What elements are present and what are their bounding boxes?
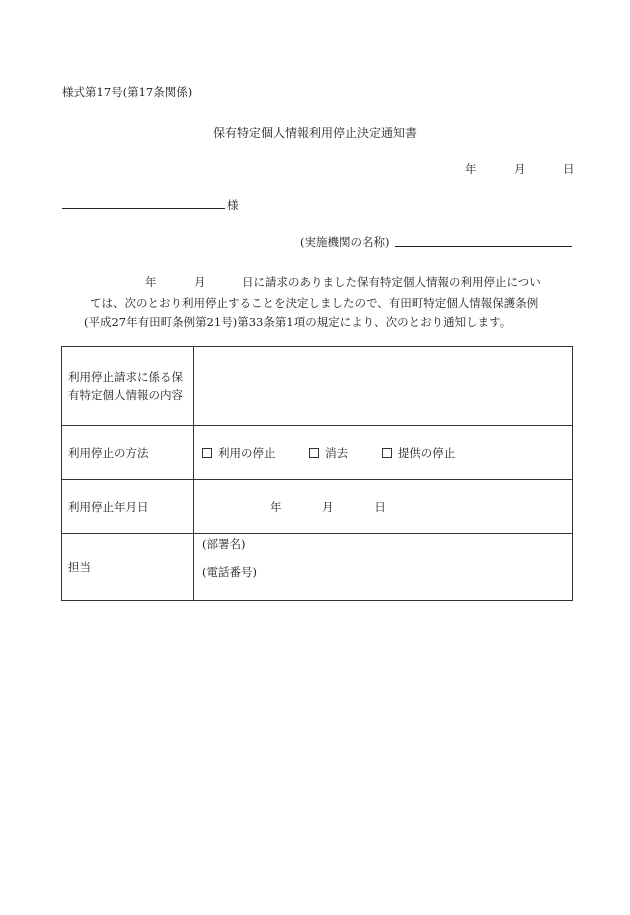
body-month: 月 <box>194 275 206 289</box>
stop-date-year: 年 <box>270 499 282 514</box>
recipient-suffix: 様 <box>227 198 239 212</box>
method-label: 利用停止の方法 <box>62 426 194 480</box>
recipient-name-line <box>62 208 225 209</box>
agency-name-label: (実施機関の名称) <box>300 235 390 249</box>
stop-date-day: 日 <box>374 499 386 514</box>
content-label-part1: 利用停止請求に係る保 <box>68 370 183 384</box>
content-value-cell[interactable] <box>194 347 573 426</box>
date-header-day: 日 <box>563 162 575 176</box>
contact-cell[interactable] <box>194 534 573 601</box>
option-erase-label: 消去 <box>325 445 349 460</box>
table-row <box>62 426 573 480</box>
checkbox-icon[interactable] <box>382 448 392 458</box>
table-row <box>62 480 573 534</box>
stop-date-cell[interactable] <box>194 480 573 534</box>
document-title: 保有特定個人情報利用停止決定通知書 <box>212 126 417 140</box>
table-row <box>62 347 573 426</box>
content-label-cell <box>62 347 194 426</box>
option-stop-use-label: 利用の停止 <box>218 445 276 460</box>
option-stop-use[interactable] <box>202 445 276 461</box>
body-line-3: (平成27年有田町条例第21号)第33条第1項の規定により、次のとおり通知します。 <box>84 315 512 329</box>
body-line-2: ては、次のとおり利用停止することを決定しましたので、有田町特定個人情報保護条例 <box>90 296 539 310</box>
contact-label: 担当 <box>62 534 194 601</box>
body-year: 年 <box>145 275 157 289</box>
option-stop-provision-label: 提供の停止 <box>397 445 456 460</box>
contact-department: (部署名) <box>202 537 246 551</box>
body-line-1: 日に請求のありました保有特定個人情報の利用停止につい <box>242 275 541 289</box>
form-number: 様式第17号(第17条関係) <box>62 85 193 99</box>
notice-table <box>61 346 573 601</box>
date-header-year: 年 <box>465 162 477 176</box>
table-row <box>62 534 573 601</box>
checkbox-icon[interactable] <box>202 448 212 458</box>
stop-date-label: 利用停止年月日 <box>62 480 194 534</box>
stop-date-month: 月 <box>322 499 334 514</box>
checkbox-icon[interactable] <box>309 448 319 458</box>
contact-phone: (電話番号) <box>202 565 257 579</box>
date-header-month: 月 <box>514 162 526 176</box>
option-stop-provision[interactable] <box>382 445 456 461</box>
agency-name-line <box>395 246 572 247</box>
option-erase[interactable] <box>309 445 348 461</box>
method-options-cell <box>194 426 573 480</box>
content-label-part2: 有特定個人情報の内容 <box>68 388 183 402</box>
